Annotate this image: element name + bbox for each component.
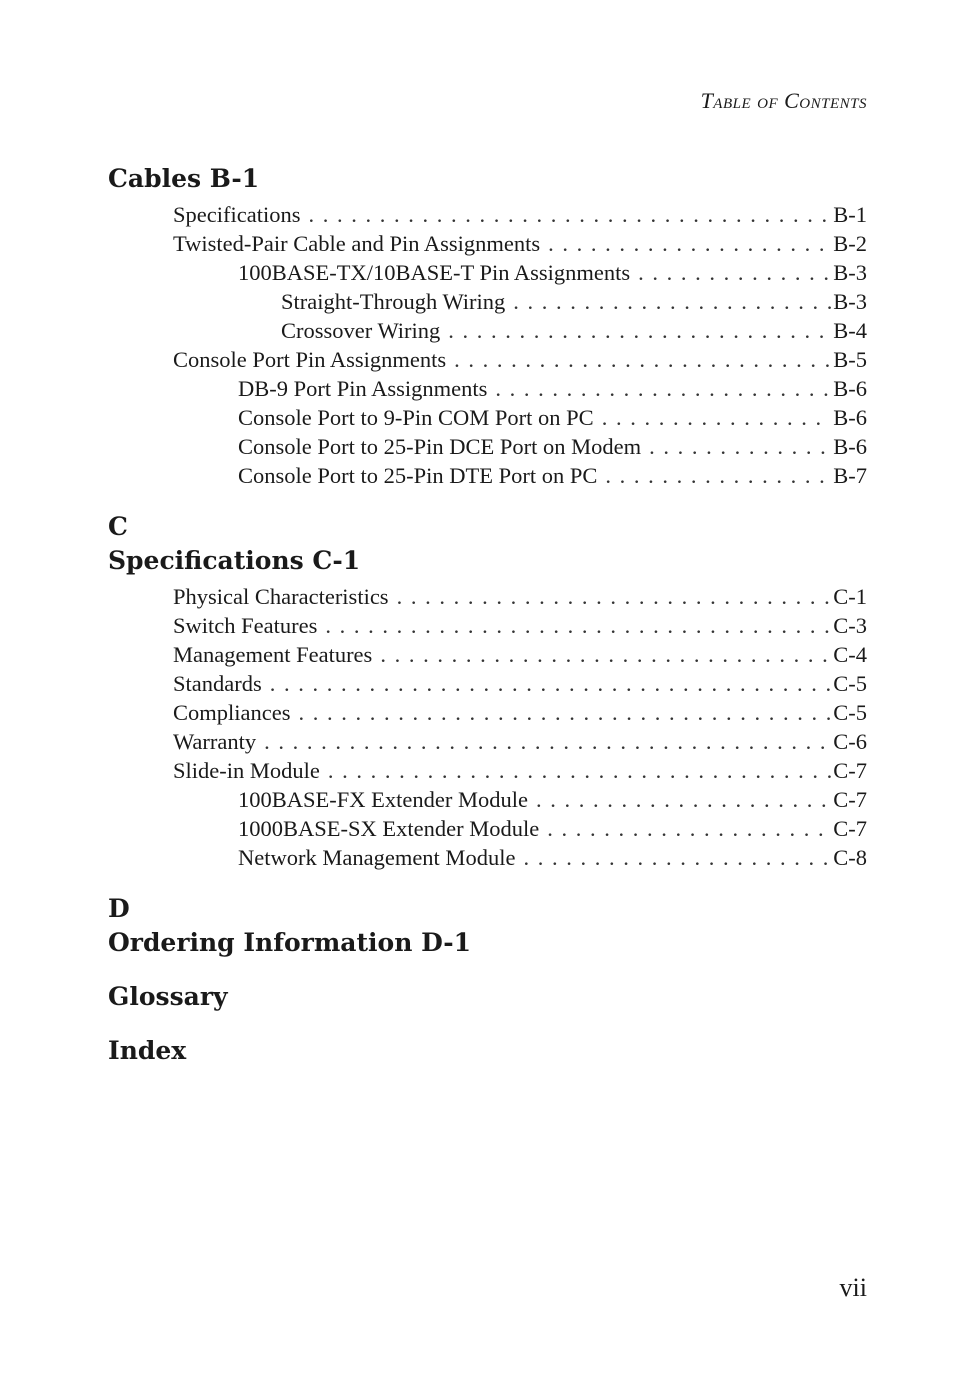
dot-leader — [602, 403, 832, 432]
toc-entry-label: Specifications — [173, 202, 301, 227]
toc-entry-page: C-3 — [833, 613, 867, 638]
dot-leader — [380, 640, 831, 669]
toc-entry[interactable] — [108, 345, 867, 374]
toc-entry[interactable] — [108, 582, 867, 611]
toc-entry[interactable] — [108, 403, 867, 432]
toc-entry[interactable] — [108, 374, 867, 403]
toc-entry-page: C-7 — [833, 816, 867, 841]
dot-leader — [495, 374, 831, 403]
toc-entry-label: Compliances — [173, 700, 291, 725]
toc-entry-page: B-6 — [833, 376, 867, 401]
toc-entry[interactable] — [108, 229, 867, 258]
dot-leader — [308, 200, 831, 229]
toc-entry-page: C-8 — [833, 845, 867, 870]
dot-leader — [605, 461, 831, 490]
toc-entry-label: Switch Features — [173, 613, 318, 638]
dot-leader — [523, 843, 831, 872]
section-letter: C — [108, 512, 128, 541]
toc-entry-page: B-3 — [833, 289, 867, 314]
toc-section — [108, 892, 867, 960]
toc-entry-page: C-6 — [833, 729, 867, 754]
dot-leader — [325, 611, 831, 640]
toc-entry-label: DB-9 Port Pin Assignments — [238, 376, 488, 401]
dot-leader — [264, 727, 831, 756]
dot-leader — [536, 785, 831, 814]
toc-entry-label: Slide-in Module — [173, 758, 320, 783]
toc-entry-page: B-6 — [833, 405, 867, 430]
toc-entry[interactable] — [108, 814, 867, 843]
toc-entry-label: Crossover Wiring — [281, 318, 441, 343]
toc-entry-label: Console Port to 9-Pin COM Port on PC — [238, 405, 594, 430]
toc-section — [108, 980, 867, 1014]
toc-entry-page: C-7 — [833, 787, 867, 812]
toc-entry-page: B-5 — [833, 347, 867, 372]
toc-entry-label: 100BASE-FX Extender Module — [238, 787, 528, 812]
toc-entry-label: 1000BASE-SX Extender Module — [238, 816, 540, 841]
section-title[interactable]: Glossary — [108, 982, 228, 1011]
page-number: vii — [839, 1273, 867, 1302]
toc-entry-label: Physical Characteristics — [173, 584, 389, 609]
section-letter: D — [108, 894, 130, 923]
toc-entry-label: 100BASE-TX/10BASE-T Pin Assignments — [238, 260, 631, 285]
toc-entry-list — [108, 582, 867, 872]
dot-leader — [638, 258, 831, 287]
toc-entry-page: B-2 — [833, 231, 867, 256]
toc-entry-label: Network Management Module — [238, 845, 516, 870]
section-title[interactable]: Index — [108, 1036, 187, 1065]
toc-entry-page: C-4 — [833, 642, 867, 667]
toc-entry-page: C-7 — [833, 758, 867, 783]
dot-leader — [513, 287, 831, 316]
toc-section — [108, 510, 867, 872]
toc-entry[interactable] — [108, 727, 867, 756]
toc-entry-page: C-5 — [833, 671, 867, 696]
dot-leader — [547, 814, 831, 843]
toc-section — [108, 162, 867, 490]
toc-entry-label: Twisted-Pair Cable and Pin Assignments — [173, 231, 541, 256]
toc-entry-label: Console Port Pin Assignments — [173, 347, 447, 372]
toc-entry[interactable] — [108, 432, 867, 461]
dot-leader — [328, 756, 831, 785]
toc-entry-page: B-6 — [833, 434, 867, 459]
dot-leader — [270, 669, 832, 698]
toc-entry[interactable] — [108, 611, 867, 640]
dot-leader — [649, 432, 831, 461]
toc-entry[interactable] — [108, 640, 867, 669]
toc-entry[interactable] — [108, 669, 867, 698]
toc-entry-page: B-1 — [833, 202, 867, 227]
toc-entry-list — [108, 200, 867, 490]
toc-entry-label: Standards — [173, 671, 262, 696]
toc-entry[interactable] — [108, 287, 867, 316]
dot-leader — [397, 582, 832, 611]
toc-entry[interactable] — [108, 316, 867, 345]
toc-entry-page: B-3 — [833, 260, 867, 285]
toc-entry[interactable] — [108, 843, 867, 872]
toc-entry[interactable] — [108, 461, 867, 490]
toc-entry-label: Warranty — [173, 729, 257, 754]
toc-entry-label: Management Features — [173, 642, 373, 667]
section-title[interactable]: Cables B-1 — [108, 164, 260, 193]
toc-section — [108, 1034, 867, 1068]
toc-entry-page: C-5 — [833, 700, 867, 725]
toc-entry[interactable] — [108, 756, 867, 785]
section-title[interactable]: Ordering Information D-1 — [108, 928, 472, 957]
toc-entry-page: B-4 — [833, 318, 867, 343]
toc-entry[interactable] — [108, 785, 867, 814]
dot-leader — [548, 229, 831, 258]
toc-entry[interactable] — [108, 200, 867, 229]
dot-leader — [448, 316, 831, 345]
toc-entry-page: C-1 — [833, 584, 867, 609]
toc-entry[interactable] — [108, 258, 867, 287]
toc-entry-label: Console Port to 25-Pin DTE Port on PC — [238, 463, 598, 488]
toc-entry-label: Console Port to 25-Pin DCE Port on Modem — [238, 434, 642, 459]
dot-leader — [298, 698, 831, 727]
dot-leader — [454, 345, 831, 374]
table-of-contents — [108, 162, 867, 1068]
running-header: Table of Contents — [700, 88, 867, 113]
toc-entry[interactable] — [108, 698, 867, 727]
toc-entry-label: Straight-Through Wiring — [281, 289, 506, 314]
toc-entry-page: B-7 — [833, 463, 867, 488]
section-title[interactable]: Specifications C-1 — [108, 546, 361, 575]
